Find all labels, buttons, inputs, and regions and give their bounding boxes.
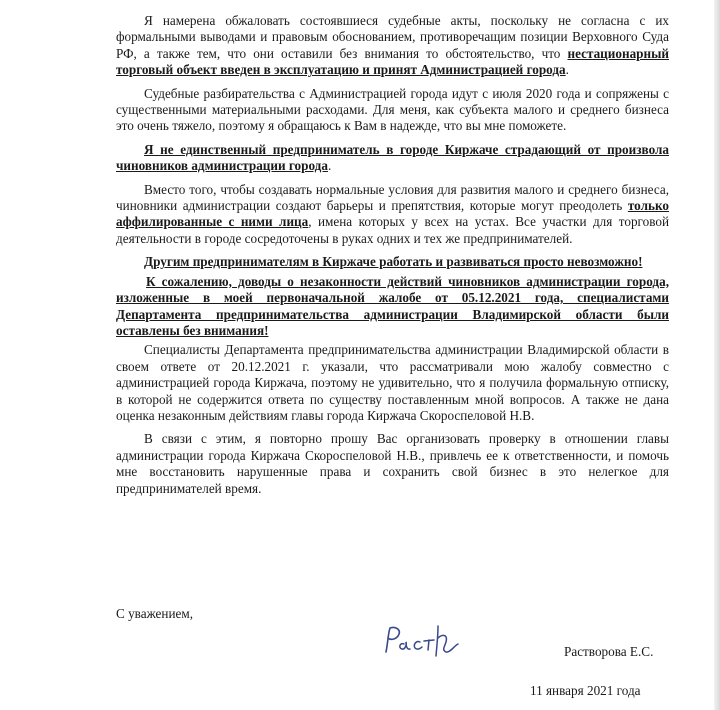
signature-graphic [380, 622, 470, 662]
paragraph-4-text: Вместо того, чтобы создавать нормальные условия для развития малого и среднего бизнеса, чиновники администрации создают барьеры и препятствия, которые могут преодолеть [116, 181, 669, 214]
paragraph-1-emphasis: нестационарный торговый объект введен в эксплуатацию и принят Администрацией города [116, 45, 669, 78]
paragraph-1-text: Я намерена обжаловать состоявшиеся судебные акты, поскольку не согласна с их формальными выводами и правовым обоснованием, противоречащим позиции Верховного Суда РФ, а также тем, что они оставили без внимания то обстоятельство, что [116, 13, 669, 61]
paragraph-1 [116, 13, 669, 79]
paragraph-4-emphasis: только аффилированные с ними лица [116, 198, 669, 230]
paragraph-5 [116, 254, 669, 270]
handwritten-signature [380, 622, 470, 666]
paragraph-7: Специалисты Департамента предпринимательства администрации Владимирской области в своем ответе от 20.12.2021 г. указали, что рассматривали мою жалобу совместно с администрацией города Киржача, поэтому не удивительно, что я получила формальную отписку, в которой не содержится ответа по существу поставленным мной вопросов. А также не дана оценка незаконным действиям главы города Киржача Скороспеловой Н.В. [116, 342, 669, 423]
paragraph-5-emphasis: Другим предпринимателям в Киржаче работать и развиваться просто невозможно! [144, 254, 643, 270]
closing-phrase: С уважением, [116, 606, 193, 621]
letter-body [116, 13, 669, 504]
paragraph-6 [116, 274, 669, 340]
paragraph-8: В связи с этим, я повторно прошу Вас организовать проверку в отношении главы администрации города Киржача Скороспеловой Н.В., привлечь ее к ответственности, и помочь мне восстановить нарушенные права и сохранить свой бизнес в это нелегкое для предпринимателей время. [116, 431, 669, 496]
paragraph-2: Судебные разбирательства с Администрацией города идут с июля 2020 года и сопряжены с существенными материальными расходами. Для меня, как субъекта малого и среднего бизнеса это очень тяжело, поэтому я обращаюсь к Вам в надежде, что вы мне поможете. [116, 85, 669, 134]
scan-edge-shadow [714, 0, 720, 710]
paragraph-6-emphasis: К сожалению, доводы о незаконности действий чиновников администрации города, изложенные в моей первоначальной жалобе от 05.12.2021 года, специалистами Департамента предпринимательства администрации Владимирской области были оставлены без внимания! [116, 273, 669, 338]
paragraph-4 [116, 182, 669, 248]
paragraph-3-end: . [327, 158, 332, 174]
paragraph-1-end: . [565, 62, 569, 78]
paragraph-3-emphasis: Я не единственный предприниматель в городе Киржаче страдающий от произвола чиновников администрации города [116, 141, 669, 174]
letter-date: 11 января 2021 года [530, 683, 641, 698]
paragraph-3 [116, 142, 669, 175]
paragraph-4-end: , имена которых у всех на устах. Все участки для торговой деятельности в городе сосредоточены в руках одних и тех же предпринимателей. [116, 214, 669, 246]
signer-name: Растворова Е.С. [564, 644, 654, 659]
